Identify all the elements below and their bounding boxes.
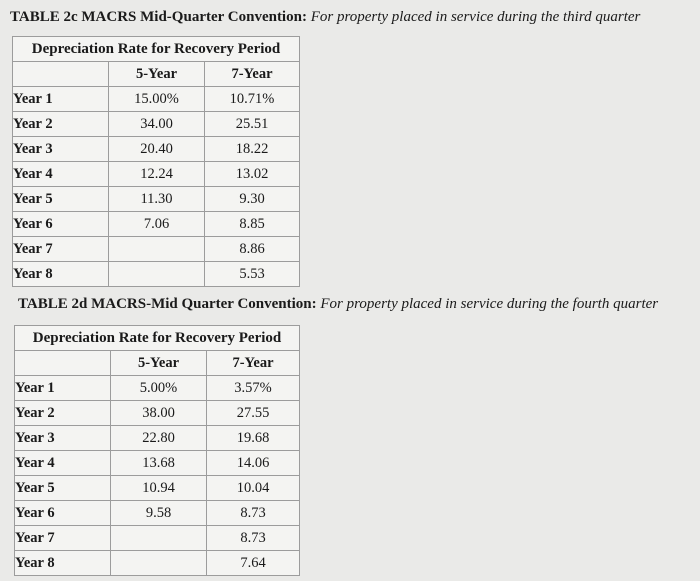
- table-2c-col-7yr: 7-Year: [205, 62, 300, 87]
- rate-7yr-cell: 8.73: [207, 501, 300, 526]
- rate-5yr-cell: 20.40: [109, 137, 205, 162]
- table-row: [15, 526, 300, 551]
- table-2d-header: Depreciation Rate for Recovery Period: [15, 326, 300, 351]
- rate-7yr-cell: 25.51: [205, 112, 300, 137]
- table-row: [13, 87, 300, 112]
- rate-5yr-cell: [111, 551, 207, 576]
- table-2d: [14, 325, 300, 576]
- table-row: [15, 451, 300, 476]
- table-row: [15, 551, 300, 576]
- rate-5yr-cell: 9.58: [111, 501, 207, 526]
- year-cell: Year 8: [15, 551, 111, 576]
- rate-7yr-cell: 13.02: [205, 162, 300, 187]
- table-2c-header: Depreciation Rate for Recovery Period: [13, 37, 300, 62]
- table-2d-blank-header: [15, 351, 111, 376]
- rate-7yr-cell: 19.68: [207, 426, 300, 451]
- rate-5yr-cell: 12.24: [109, 162, 205, 187]
- table-row: [13, 187, 300, 212]
- rate-7yr-cell: 8.86: [205, 237, 300, 262]
- rate-5yr-cell: 10.94: [111, 476, 207, 501]
- year-cell: Year 6: [13, 212, 109, 237]
- table-row: [15, 376, 300, 401]
- year-cell: Year 4: [15, 451, 111, 476]
- table-2c-body: [13, 87, 300, 287]
- year-cell: Year 1: [15, 376, 111, 401]
- rate-7yr-cell: 9.30: [205, 187, 300, 212]
- table-2d-col-7yr: 7-Year: [207, 351, 300, 376]
- table-row: [13, 262, 300, 287]
- year-cell: Year 1: [13, 87, 109, 112]
- rate-5yr-cell: [109, 237, 205, 262]
- rate-7yr-cell: 5.53: [205, 262, 300, 287]
- rate-5yr-cell: [111, 526, 207, 551]
- table-row: [13, 212, 300, 237]
- year-cell: Year 7: [13, 237, 109, 262]
- table-2d-col-5yr: 5-Year: [111, 351, 207, 376]
- rate-7yr-cell: 10.71%: [205, 87, 300, 112]
- rate-7yr-cell: 27.55: [207, 401, 300, 426]
- table-2c: [12, 36, 300, 287]
- rate-5yr-cell: 22.80: [111, 426, 207, 451]
- table-2c-title: TABLE 2c MACRS Mid-Quarter Convention:: [10, 9, 307, 25]
- rate-5yr-cell: 38.00: [111, 401, 207, 426]
- rate-7yr-cell: 18.22: [205, 137, 300, 162]
- rate-7yr-cell: 10.04: [207, 476, 300, 501]
- rate-5yr-cell: [109, 262, 205, 287]
- year-cell: Year 5: [13, 187, 109, 212]
- table-row: [15, 501, 300, 526]
- table-row: [15, 476, 300, 501]
- year-cell: Year 3: [13, 137, 109, 162]
- year-cell: Year 7: [15, 526, 111, 551]
- year-cell: Year 6: [15, 501, 111, 526]
- rate-5yr-cell: 15.00%: [109, 87, 205, 112]
- rate-7yr-cell: 8.85: [205, 212, 300, 237]
- table-2d-body: [15, 376, 300, 576]
- year-cell: Year 2: [13, 112, 109, 137]
- table-2d-caption: [18, 296, 658, 313]
- table-row: [13, 112, 300, 137]
- table-2c-blank-header: [13, 62, 109, 87]
- rate-7yr-cell: 7.64: [207, 551, 300, 576]
- rate-7yr-cell: 3.57%: [207, 376, 300, 401]
- rate-7yr-cell: 14.06: [207, 451, 300, 476]
- year-cell: Year 5: [15, 476, 111, 501]
- table-row: [13, 162, 300, 187]
- table-row: [13, 237, 300, 262]
- rate-5yr-cell: 11.30: [109, 187, 205, 212]
- table-2d-subtitle: For property placed in service during the fourth quarter: [320, 296, 659, 312]
- rate-5yr-cell: 13.68: [111, 451, 207, 476]
- table-2d-title: TABLE 2d MACRS-Mid Quarter Convention:: [18, 296, 317, 312]
- year-cell: Year 2: [15, 401, 111, 426]
- table-2c-caption: [10, 9, 640, 26]
- year-cell: Year 3: [15, 426, 111, 451]
- rate-7yr-cell: 8.73: [207, 526, 300, 551]
- year-cell: Year 8: [13, 262, 109, 287]
- table-row: [13, 137, 300, 162]
- table-row: [15, 401, 300, 426]
- rate-5yr-cell: 7.06: [109, 212, 205, 237]
- rate-5yr-cell: 34.00: [109, 112, 205, 137]
- table-2c-col-5yr: 5-Year: [109, 62, 205, 87]
- table-2c-subtitle: For property placed in service during the third quarter: [310, 9, 641, 25]
- year-cell: Year 4: [13, 162, 109, 187]
- rate-5yr-cell: 5.00%: [111, 376, 207, 401]
- table-row: [15, 426, 300, 451]
